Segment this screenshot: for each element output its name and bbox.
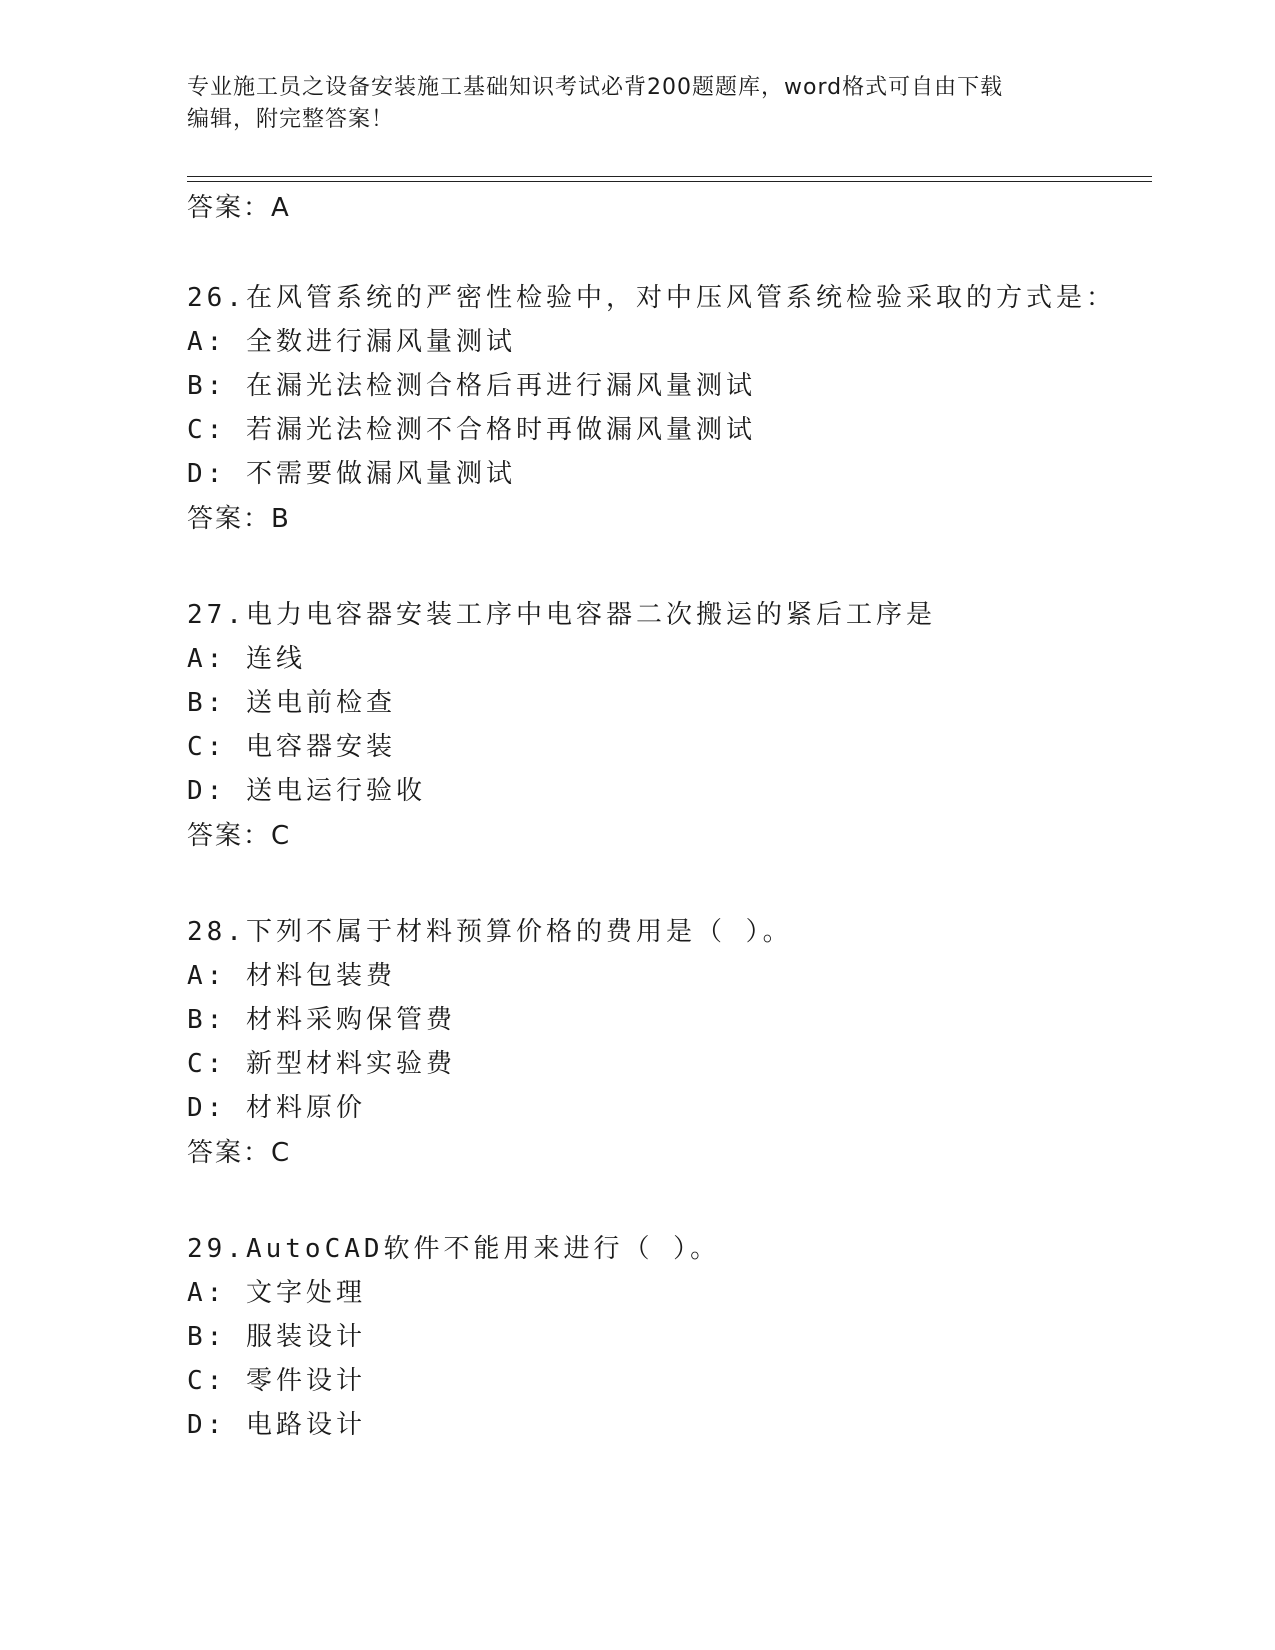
question-29-option-d: D: 电路设计: [187, 1410, 366, 1440]
question-27-option-a: A: 连线: [187, 644, 306, 674]
question-29-option-a: A: 文字处理: [187, 1278, 366, 1308]
question-29-stem: 29.AutoCAD软件不能用来进行（ ）。: [187, 1234, 721, 1264]
question-26-option-c: C: 若漏光法检测不合格时再做漏风量测试: [187, 415, 756, 445]
question-26-option-d: D: 不需要做漏风量测试: [187, 459, 516, 489]
question-27-answer: 答案：C: [187, 821, 292, 851]
header-divider-top: [187, 176, 1152, 177]
question-27-option-b: B: 送电前检查: [187, 688, 396, 718]
question-27-option-c: C: 电容器安装: [187, 732, 396, 762]
question-27-option-d: D: 送电运行验收: [187, 776, 426, 806]
question-28-option-c: C: 新型材料实验费: [187, 1049, 456, 1079]
question-29-option-c: C: 零件设计: [187, 1366, 366, 1396]
question-28-option-a: A: 材料包装费: [187, 961, 396, 991]
question-26-option-a: A: 全数进行漏风量测试: [187, 327, 516, 357]
header-divider-bottom: [187, 181, 1152, 182]
question-28-option-d: D: 材料原价: [187, 1093, 366, 1123]
question-28-option-b: B: 材料采购保管费: [187, 1005, 456, 1035]
question-26-stem: 26.在风管系统的严密性检验中，对中压风管系统检验采取的方式是：: [187, 283, 1116, 313]
question-28-stem: 28.下列不属于材料预算价格的费用是（ ）。: [187, 917, 793, 947]
question-27-stem: 27.电力电容器安装工序中电容器二次搬运的紧后工序是: [187, 600, 936, 630]
question-29-option-b: B: 服装设计: [187, 1322, 366, 1352]
document-header: [187, 72, 1067, 136]
header-title-line-1: 专业施工员之设备安装施工基础知识考试必背200题题库，word格式可自由下载: [187, 75, 1004, 100]
header-title-line-2: 编辑，附完整答案！: [187, 107, 395, 132]
question-26-answer: 答案：B: [187, 504, 291, 534]
question-28-answer: 答案：C: [187, 1138, 292, 1168]
question-26-option-b: B: 在漏光法检测合格后再进行漏风量测试: [187, 371, 756, 401]
answer-25: 答案：A: [187, 193, 291, 223]
